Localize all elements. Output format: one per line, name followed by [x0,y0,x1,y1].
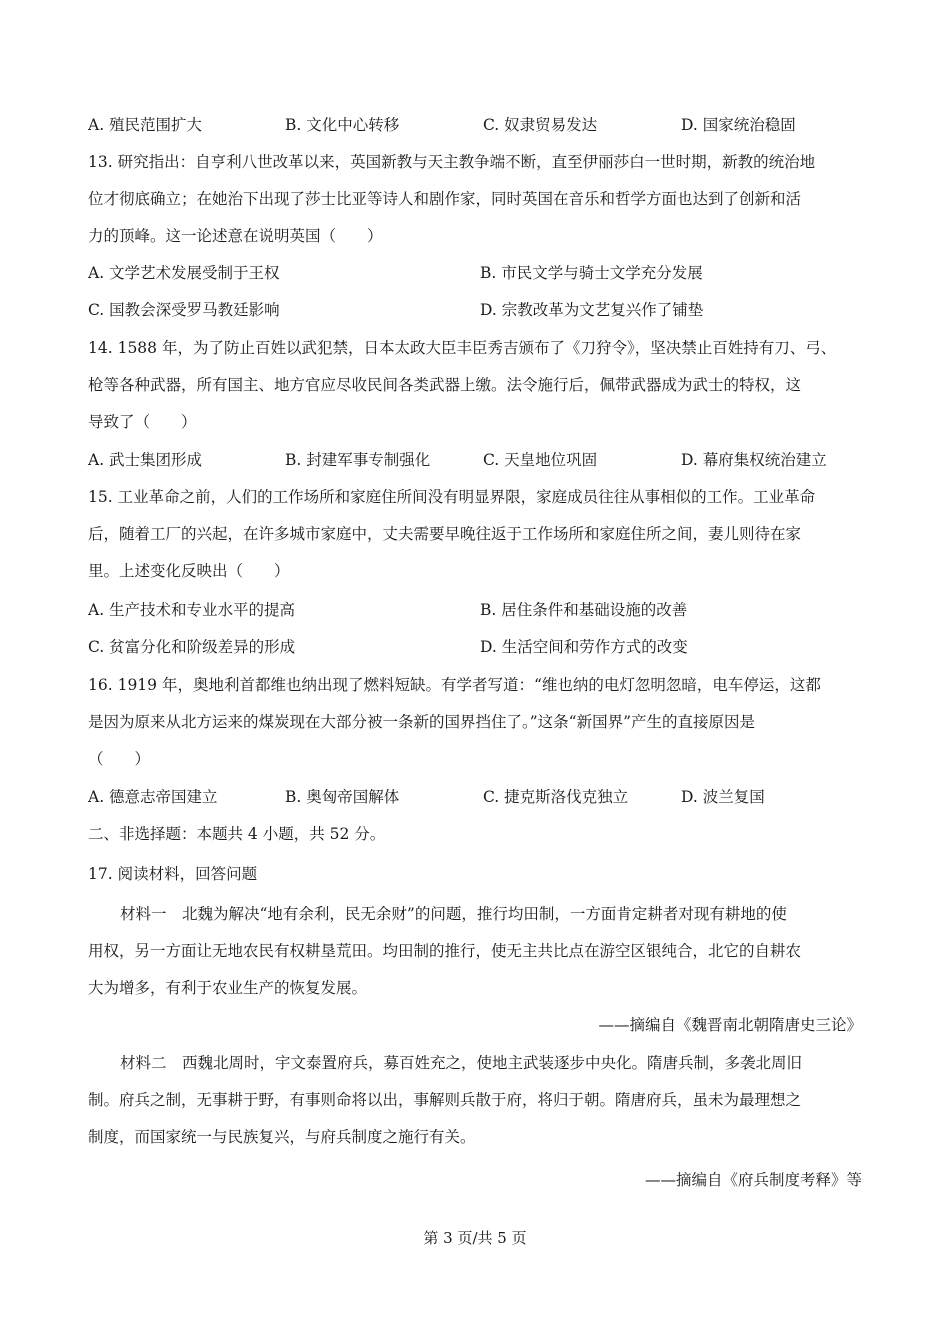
q13-stem-line: 力的顶峰。这一论述意在说明英国（ ） [88,227,383,245]
q13-stem-line: 位才彻底确立；在她治下出现了莎士比亚等诗人和剧作家，同时英国在音乐和哲学方面也达到了创新和活 [88,190,802,208]
q13-option-b: B. 市民文学与骑士文学充分发展 [480,264,703,282]
material-2-source: ——摘编自《府兵制度考释》等 [644,1171,862,1189]
material-2-line: 材料二 西魏北周时，宇文泰置府兵，募百姓充之，使地主武装逐步中央化。隋唐兵制，多袭北周旧 [120,1054,803,1072]
material-1-source: ——摘编自《魏晋南北朝隋唐史三论》 [598,1016,862,1034]
q16-option-d: D. 波兰复国 [681,788,765,806]
q16-option-b: B. 奥匈帝国解体 [285,788,400,806]
q13-option-a: A. 文学艺术发展受制于王权 [88,264,280,282]
material-2-line: 制度，而国家统一与民族复兴，与府兵制度之施行有关。 [88,1128,476,1146]
q13-option-d: D. 宗教改革为文艺复兴作了铺垫 [480,301,704,319]
q12-option-b: B. 文化中心转移 [285,116,400,134]
section-heading: 二、非选择题：本题共 4 小题，共 52 分。 [88,825,386,843]
q15-stem-line: 15. 工业革命之前，人们的工作场所和家庭住所间没有明显界限，家庭成员往往从事相似的工作。工业革命 [88,488,816,506]
q15-option-d: D. 生活空间和劳作方式的改变 [480,638,688,656]
q14-option-a: A. 武士集团形成 [88,451,203,469]
q15-option-b: B. 居住条件和基础设施的改善 [480,601,688,619]
q12-option-c: C. 奴隶贸易发达 [483,116,598,134]
material-1-line: 用权，另一方面让无地农民有权耕垦荒田。均田制的推行，使无主共比点在游空区银纯合，北它的自耕农 [88,942,802,960]
page-number: 第 3 页/共 5 页 [423,1229,527,1247]
q14-stem-line: 14. 1588 年，为了防止百姓以武犯禁，日本太政大臣丰臣秀吉颁布了《刀狩令》，坚决禁止百姓持有刀、弓、 [88,339,837,357]
material-2-line: 制。府兵之制，无事耕于野，有事则命将以出，事解则兵散于府，将归于朝。隋唐府兵，虽未为最理想之 [88,1091,802,1109]
q14-stem-line: 导致了（ ） [88,413,197,431]
q13-stem-line: 13. 研究指出：自亨利八世改革以来，英国新教与天主教争端不断，直至伊丽莎白一世时期，新教的统治地 [88,153,816,171]
q16-option-c: C. 捷克斯洛伐克独立 [483,788,629,806]
q13-option-c: C. 国教会深受罗马教廷影响 [88,301,280,319]
q16-option-a: A. 德意志帝国建立 [88,788,218,806]
q15-stem-line: 后，随着工厂的兴起，在许多城市家庭中，丈夫需要早晚往返于工作场所和家庭住所之间，妻儿则待在家 [88,525,802,543]
q16-stem-line: 16. 1919 年，奥地利首都维也纳出现了燃料短缺。有学者写道：“维也纳的电灯忽明忽暗，电车停运，这都 [88,676,821,694]
q14-option-c: C. 天皇地位巩固 [483,451,598,469]
q12-option-a: A. 殖民范围扩大 [88,116,203,134]
q14-option-b: B. 封建军事专制强化 [285,451,431,469]
q12-option-d: D. 国家统治稳固 [681,116,796,134]
material-1-line: 材料一 北魏为解决“地有余利，民无余财”的问题，推行均田制，一方面肯定耕者对现有耕地的使 [120,905,787,923]
q16-stem-line: （ ） [88,750,151,768]
q14-option-d: D. 幕府集权统治建立 [681,451,827,469]
q15-option-a: A. 生产技术和专业水平的提高 [88,601,296,619]
q15-option-c: C. 贫富分化和阶级差异的形成 [88,638,296,656]
q15-stem-line: 里。上述变化反映出（ ） [88,562,290,580]
q14-stem-line: 枪等各种武器，所有国主、地方官应尽收民间各类武器上缴。法令施行后，佩带武器成为武士的特权，这 [88,376,802,394]
material-1-line: 大为增多，有利于农业生产的恢复发展。 [88,979,368,997]
q16-stem-line: 是因为原来从北方运来的煤炭现在大部分被一条新的国界挡住了。”这条“新国界”产生的直接原因是 [88,713,756,731]
q17-title: 17. 阅读材料，回答问题 [88,865,258,883]
